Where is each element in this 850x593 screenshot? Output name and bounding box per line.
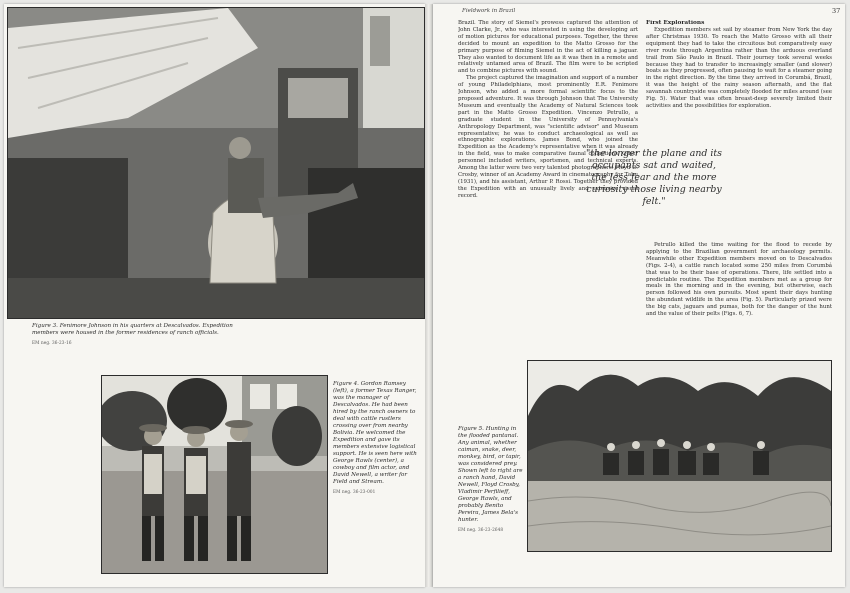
figure-5-caption (458, 426, 524, 533)
figure-4-caption-text: Figure 4. Gordon Ramsey (left), a former Texas Ranger, was the manager of Descalvados. He had been hired by the ranch owners to deal with cattle rustlers crossing over from nearby Bolivia. He welcomed the Expedition and gave its members extensive logistical support. He is seen here with George Rawls (center), a cowboy and film actor, and David Newell, a writer for Field and Stream. (333, 381, 417, 485)
body-paragraph-2: The project captured the imagination and support of a number of young Philadelphians, most prominently E.R. Fenimore Johnson, who added a more formal scientific focus to the proposed adventure. It was through Johnson that The University Museum and eventually the Academy of Natural Sciences took part in the Matto Grosso Expedition. Vincenzo Petrullo, a graduate student in the University of Pennsylvania's Anthropology Department, was "scientific advisor" and Museum representative; he was to conduct archaeological as well as ethnographic explorations. James Bond, who joined the Expedition as the Academy's representative when it was already in the field, was to make comparative faunal collections. Other personnel included writers, sportsmen, and technical experts. Among the latter were two very talented photographers: Floyd D. Crosby, winner of an Academy Award in cinematography for Tabu (1931), and his assistant, Arthur P. Rossi. Together they provided the Expedition with an unusually lively and extensive visual record. (458, 75, 638, 199)
book-gutter (425, 4, 433, 587)
running-head: Fieldwork in Brazil (462, 8, 516, 14)
figure-5-caption-text: Figure 5. Hunting in the flooded pantanal. Any animal, whether caiman, snake, deer, monkey, bird, or tapir, was considered prey. Shown left to right are a ranch hand, David Newell, Floyd Crosby, Vladimir Perfilieff, George Rawls, and probably Benito Pereira, James Bela's hunter. (458, 426, 523, 523)
body-paragraph-3: Expedition members set sail by steamer from New York the day after Christmas 1930. To reach the Matto Grosso with all their equipment they had to take the circuitous but comparatively easy river route through Argentina rather than the arduous overland trail from São Paulo in Brazil. Their journey took several weeks because they had to transfer to increasingly smaller (and slower) boats as they progressed, often pausing to wait for a steamer going in the right direction. By the time they arrived in Corumbá, Brazil, it was the height of the rainy season afternath, and the flat savannah countryside was completely flooded for miles around (see Fig. 5). Water that was often breast-deep severely limited their activities and the possibilities for exploration. (646, 27, 832, 109)
body-column-2-wrap (730, 140, 832, 240)
page-number: 37 (832, 7, 841, 15)
body-column-2-lower (646, 242, 832, 350)
figure-3-caption (32, 323, 237, 346)
figure-3-photo (7, 7, 425, 319)
figure-3-credit: EM neg. 36-23-16 (32, 340, 72, 345)
figure-4-caption (333, 381, 419, 495)
body-column-2 (646, 20, 832, 140)
figure-5-credit: EM neg. 36-23-2648 (458, 527, 504, 532)
figure-3-caption-text: Figure 3. Fenimore Johnson in his quarters at Descalvados. Expedition members were housed in the former residences of ranch officials. (32, 323, 233, 336)
figure-4-photo (101, 375, 328, 574)
body-paragraph-1: Brazil. The story of Siemel's prowess captured the attention of John Clarke, Jr., who was interested in using the developing art of motion pictures for educational purposes. Together, the three decided to mount an expedition to the Matto Grosso for the primary purpose of filming Siemel in the act of killing a jaguar. They also wanted to document life as it was then in a remote and relatively untamed area of Brazil. The film were to be scripted and to combine pictures with sound. (458, 20, 638, 75)
body-paragraph-4: Petrullo killed the time waiting for the flood to recede by applying to the Brazilian government for archaeology permits. Meanwhile other Expedition members moved on to Descalvados (Figs. 2-4), a cattle ranch located some 250 miles from Corumbá that was to be their base of operations. There, life settled into a predictable routine. The Expedition members met as a group for meals in the morning and in the evening, but otherwise, each person followed his own pursuits. Most spent their days hunting the abundant wildlife in the area (Fig. 5). Particularly prized were the big cats, jaguars and pumas, both for the danger of the hunt and the value of their pelts (Figs. 6, 7). (646, 242, 832, 318)
section-heading: First Explorations (646, 20, 705, 26)
figure-4-credit: EM neg. 36-23-001 (333, 489, 376, 494)
figure-5-photo (527, 360, 832, 552)
pull-quote: "the longer the plane and its occupants sat and waited, the less fear and the more curiosity those living nearby felt." (585, 148, 722, 207)
